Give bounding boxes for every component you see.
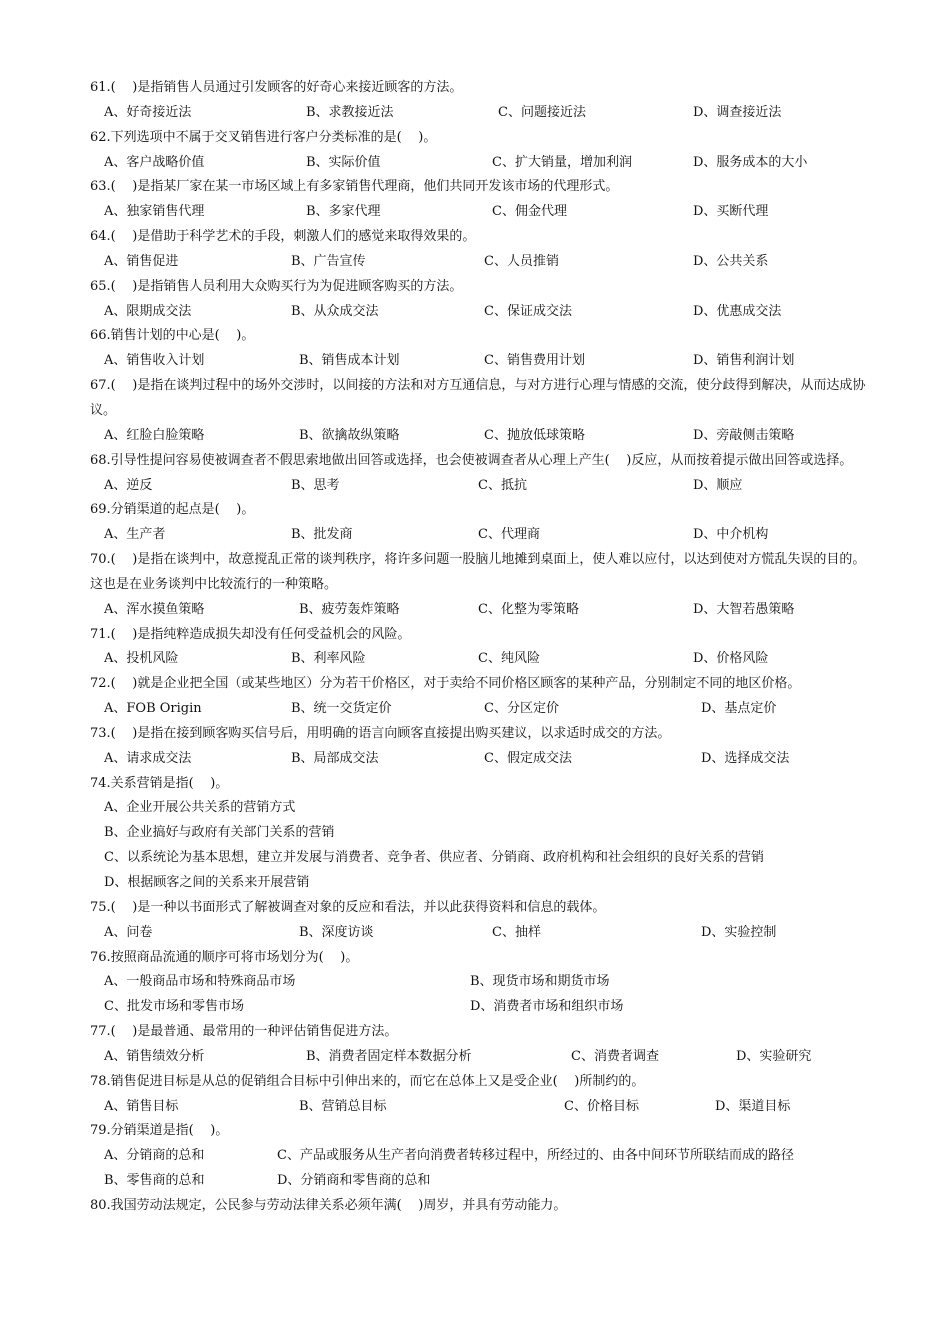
- option-row: [90, 300, 870, 325]
- option: A、销售目标: [104, 1098, 179, 1114]
- question-stem: 64.( )是借助于科学艺术的手段，刺激人们的感觉来取得效果的。: [90, 229, 476, 245]
- option: A、一般商品市场和特殊商品市场: [104, 974, 296, 990]
- option: D、实验研究: [736, 1048, 812, 1064]
- question-stem: 61.( )是指销售人员通过引发顾客的好奇心来接近顾客的方法。: [90, 80, 463, 95]
- option-row: [90, 995, 870, 1020]
- option: B、广告宣传: [291, 253, 366, 269]
- option: B、销售成本计划: [299, 353, 400, 369]
- option: A、红脸白脸策略: [104, 427, 205, 443]
- option: D、服务成本的大小: [693, 154, 808, 170]
- option: B、消费者固定样本数据分析: [306, 1048, 472, 1064]
- option: D、公共关系: [693, 253, 769, 269]
- option: C、假定成交法: [484, 750, 572, 766]
- option: C、佣金代理: [492, 204, 567, 220]
- question-stem: 80.我国劳动法规定，公民参与劳动法律关系必须年满( )周岁，并具有劳动能力。: [90, 1197, 567, 1213]
- option: B、思考: [291, 477, 340, 493]
- option: C、人员推销: [484, 253, 559, 269]
- question-stem: 69.分销渠道的起点是( )。: [90, 502, 255, 518]
- option: C、抽样: [492, 924, 541, 940]
- question-stem: 72.( )就是企业把全国（或某些地区）分为若干价格区，对于卖给不同价格区顾客的某种产品，分别制定不同的地区价格。: [90, 676, 801, 692]
- option: D、价格风险: [693, 651, 769, 667]
- option: B、实际价值: [306, 154, 381, 170]
- option: C、批发市场和零售市场: [104, 999, 244, 1015]
- option: C、价格目标: [564, 1098, 639, 1114]
- option: D、销售利润计划: [693, 353, 795, 369]
- option: B、求教接近法: [306, 104, 394, 120]
- option: C、分区定价: [484, 701, 559, 717]
- option: A、限期成交法: [104, 303, 192, 319]
- question-stem: 68.引导性提问容易使被调查者不假思索地做出回答或选择，也会使被调查者从心理上产生( )反应，从而按着提示做出回答或选择。: [90, 452, 853, 468]
- option: C、纯风险: [478, 651, 540, 667]
- option: A、投机风险: [104, 651, 179, 667]
- option-row: [90, 1169, 870, 1194]
- question-stem: 78.销售促进目标是从总的促销组合目标中引伸出来的，而它在总体上又是受企业( )所制约的。: [90, 1073, 645, 1089]
- option-row: [90, 474, 870, 499]
- option: B、企业搞好与政府有关部门关系的营销: [104, 825, 335, 841]
- option-row: [90, 101, 870, 126]
- option: A、销售收入计划: [104, 353, 205, 369]
- option: D、顺应: [693, 477, 743, 493]
- question-stem: 70.( )是指在谈判中，故意搅乱正常的谈判秩序，将许多问题一股脑儿地摊到桌面上，使人难以应付，以达到使对方慌乱失误的目的。这也是在业务谈判中比较流行的一种策略。: [90, 552, 866, 592]
- option: C、问题接近法: [498, 104, 586, 120]
- option: B、多家代理: [306, 204, 381, 220]
- option: C、化整为零策略: [478, 601, 579, 617]
- option-row: [90, 1144, 870, 1169]
- option: C、销售费用计划: [484, 353, 585, 369]
- option: D、分销商和零售商的总和: [277, 1173, 431, 1189]
- question-stem: 79.分销渠道是指( )。: [90, 1123, 229, 1139]
- option: D、消费者市场和组织市场: [470, 999, 624, 1015]
- option-row: [90, 523, 870, 548]
- option: B、从众成交法: [291, 303, 379, 319]
- option: B、欲擒故纵策略: [299, 427, 400, 443]
- question-stem: 66.销售计划的中心是( )。: [90, 328, 255, 344]
- option-row: [90, 200, 870, 225]
- option: A、企业开展公共关系的营销方式: [104, 800, 296, 816]
- question-stem: 63.( )是指某厂家在某一市场区域上有多家销售代理商，他们共同开发该市场的代理形式。: [90, 179, 619, 195]
- option: D、根据顾客之间的关系来开展营销: [104, 875, 310, 890]
- option: A、生产者: [104, 527, 166, 543]
- option: D、基点定价: [701, 701, 777, 717]
- option: A、客户战略价值: [104, 154, 205, 170]
- option: C、扩大销量，增加利润: [492, 154, 632, 170]
- question-stem: 73.( )是指在接到顾客购买信号后，用明确的语言向顾客直接提出购买建议，以求适时成交的方法。: [90, 725, 671, 741]
- question-stem: 62.下列选项中不属于交叉销售进行客户分类标准的是( )。: [90, 129, 437, 145]
- option: D、买断代理: [693, 204, 769, 220]
- option: B、疲劳轰炸策略: [299, 601, 400, 617]
- option-row: [90, 647, 870, 672]
- option: A、请求成交法: [104, 750, 192, 766]
- option: D、大智若愚策略: [693, 601, 795, 617]
- option: D、选择成交法: [701, 750, 790, 766]
- option: B、深度访谈: [299, 924, 374, 940]
- option: B、统一交货定价: [291, 701, 392, 717]
- question-stem: 74.关系营销是指( )。: [90, 775, 229, 791]
- option: A、浑水摸鱼策略: [104, 601, 205, 617]
- option: B、零售商的总和: [104, 1173, 205, 1189]
- option: A、问卷: [104, 924, 153, 940]
- option-row: [90, 747, 870, 772]
- option: C、以系统论为基本思想，建立并发展与消费者、竞争者、供应者、分销商、政府机构和社会组织的良好关系的营销: [104, 850, 764, 866]
- question-stem: 77.( )是最普通、最常用的一种评估销售促进方法。: [90, 1024, 398, 1040]
- option: A、销售促进: [104, 253, 179, 269]
- option-row: [90, 1045, 870, 1070]
- option: A、FOB Origin: [104, 701, 202, 717]
- option: D、调查接近法: [693, 104, 782, 120]
- option: B、局部成交法: [291, 750, 379, 766]
- option: A、分销商的总和: [104, 1148, 205, 1164]
- option-row: [90, 921, 870, 946]
- option: D、旁敲侧击策略: [693, 427, 795, 443]
- option: D、实验控制: [701, 924, 777, 940]
- question-stem: 67.( )是指在谈判过程中的场外交涉时，以间接的方法和对方互通信息，与对方进行心理与情感的交流，使分歧得到解决，从而达成协议。: [90, 378, 866, 418]
- option: A、好奇接近法: [104, 104, 192, 120]
- question-stem: 75.( )是一种以书面形式了解被调查对象的反应和看法，并以此获得资料和信息的载体。: [90, 899, 606, 915]
- option: C、代理商: [478, 527, 540, 543]
- option-row: [90, 424, 870, 449]
- question-stem: 65.( )是指销售人员利用大众购买行为为促进顾客购买的方法。: [90, 278, 463, 294]
- option-row: [90, 151, 870, 176]
- option: C、抛放低球策略: [484, 427, 585, 443]
- option: B、现货市场和期货市场: [470, 974, 610, 990]
- option: A、销售绩效分析: [104, 1048, 205, 1064]
- option-row: [90, 250, 870, 275]
- option-row: [90, 970, 870, 995]
- option: D、中介机构: [693, 527, 769, 543]
- question-stem: 71.( )是指纯粹造成损失却没有任何受益机会的风险。: [90, 626, 411, 642]
- option: A、逆反: [104, 477, 153, 493]
- option: A、独家销售代理: [104, 204, 205, 220]
- option: B、营销总目标: [299, 1098, 387, 1114]
- option: C、消费者调查: [571, 1048, 659, 1064]
- option: D、优惠成交法: [693, 303, 782, 319]
- question-sheet: [90, 76, 870, 1219]
- question-stem: 76.按照商品流通的顺序可将市场划分为( )。: [90, 949, 359, 965]
- option: C、保证成交法: [484, 303, 572, 319]
- option: B、批发商: [291, 527, 353, 543]
- option: D、渠道目标: [715, 1098, 791, 1114]
- option-row: [90, 697, 870, 722]
- option-row: [90, 349, 870, 374]
- option: C、产品或服务从生产者向消费者转移过程中，所经过的、由各中间环节所联结而成的路径: [277, 1148, 794, 1164]
- option-row: [90, 1095, 870, 1120]
- option: C、抵抗: [478, 477, 527, 493]
- option-row: [90, 598, 870, 623]
- option: B、利率风险: [291, 651, 366, 667]
